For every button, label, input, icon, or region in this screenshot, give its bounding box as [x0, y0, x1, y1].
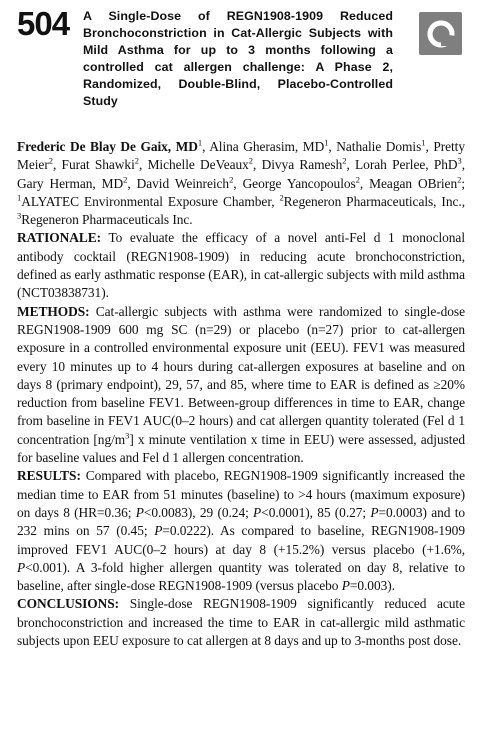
author: Pretty Meier — [17, 139, 465, 173]
results-text: <0.0001), 85 (0.27; — [261, 504, 371, 520]
p-value-symbol: P — [253, 504, 262, 520]
affiliation-sup: 1 — [421, 137, 426, 148]
rationale-text: To evaluate the efficacy of a novel anti-Fel d 1 monoclonal antibody cocktail (REGN1908-1909) in reducing acute bronchoconstriction, defined as early asthmatic response (EAR), in cat-allergic subjects with mild asthma (NCT03838731). — [17, 230, 465, 301]
affiliation-sup: 1 — [197, 137, 203, 148]
affiliation-sup: 1 — [324, 137, 329, 148]
affiliation-sup: 3 — [457, 155, 462, 166]
p-value-symbol: P — [154, 523, 163, 539]
affiliation-sup: 1 — [17, 192, 22, 203]
methods-label: METHODS: — [17, 303, 90, 319]
rationale-label: RATIONALE: — [17, 230, 102, 246]
affiliation: Regeneron Pharmaceuticals Inc. — [21, 212, 193, 228]
conclusions-label: CONCLUSIONS: — [17, 596, 120, 612]
results-section — [17, 467, 465, 595]
methods-text: ] x minute ventilation x time in EEU) were assessed, adjusted for baseline values and Fel d 1 allergen concentration. — [17, 431, 465, 466]
superscript: 3 — [125, 430, 130, 441]
badge — [419, 12, 462, 55]
affiliation-sup: 2 — [134, 155, 139, 166]
author: Nathalie Domis — [336, 139, 422, 154]
affiliation-sup: 2 — [123, 174, 128, 185]
p-value-symbol: P — [135, 504, 144, 520]
affiliation-sup: 2 — [229, 174, 234, 185]
p-value-symbol: P — [17, 559, 26, 575]
affiliation-sup: 3 — [17, 210, 22, 221]
affiliation: ALYATEC Environmental Exposure Chamber — [21, 193, 272, 209]
author: George Yancopoulos — [242, 175, 356, 191]
affiliation-sup: 2 — [279, 192, 284, 203]
author: Meagan OBrien — [369, 175, 458, 191]
conclusions-section — [17, 595, 465, 650]
abstract-number: 504 — [17, 5, 70, 42]
affiliation-sup: 2 — [248, 155, 253, 166]
methods-section — [17, 303, 465, 468]
p-value-symbol: P — [341, 578, 350, 594]
author: Michelle DeVeaux — [147, 157, 249, 173]
author: Divya Ramesh — [261, 157, 343, 173]
author: Lorah Perlee, PhD — [355, 157, 458, 173]
authors-block: Frederic De Blay De Gaix, $MD^1$, Alina Gherasim, $MD^1$, Nathalie Domis$^1$, Pretty Meier$^2$, Furat Shawki$^2$, Michelle DeVeaux$^2$, Divya Ramesh$^2$, Lorah Perlee, PhD$^3$, Gary Herman, $MD^2$, David Weinreich$^2$, George Yancopoulos$^2$, Meagan OBrien$^2$; $^1$ALYATEC Environmental Exposure Chamber, $^2$Regeneron Pharmaceuticals, Inc., $^3$Regeneron Pharmaceuticals Inc. — [17, 137, 466, 228]
results-text: Compared with placebo, REGN1908-1909 significantly increased the median time to EAR from 51 minutes (baseline) to >4 hours (maximum exposure) on days 8 (HR=0.36; — [17, 468, 465, 520]
results-text: =0.0222). As compared to baseline, REGN1908-1909 improved FEV1 AUC(0–2 hours) at day 8 (+15.2%) versus placebo (+1.6%, — [17, 523, 465, 557]
results-text: <0.0083), 29 (0.24; — [143, 504, 254, 520]
p-value-symbol: P — [370, 504, 379, 520]
affiliation-sup: 2 — [48, 155, 53, 166]
author: David Weinreich — [136, 175, 230, 191]
abstract-title: A Single-Dose of REGN1908-1909 Reduced Bronchoconstriction in Cat-Allergic Subjects with Mild Asthma for up to 3 months following a controlled cat allergen challenge: A Phase 2, Randomized, Double-Blind, Placebo-Controlled Study — [83, 9, 393, 108]
results-text: =0.0003) and to 232 mins on 57 (0.45; — [17, 504, 466, 539]
affiliation-sup: 2 — [457, 174, 462, 185]
abstract-body — [17, 138, 465, 650]
results-label: RESULTS: — [17, 468, 81, 484]
affiliation-sup: 2 — [342, 155, 347, 166]
results-text: =0.003). — [349, 578, 395, 594]
affiliation-sup: 2 — [355, 174, 360, 185]
conclusions-text: Single-dose REGN1908-1909 significantly reduced acute bronchoconstriction and increased the time to EAR in cat-allergic mild asthmatic subjects upon EEU exposure to cat allergen at 8 days and up to 3-months post dose. — [17, 596, 465, 649]
affiliation: Regeneron Pharmaceuticals, Inc. — [283, 193, 462, 209]
results-text: <0.001). A 3-fold higher allergen quantity was tolerated on day 8, relative to baseline, after single-dose REGN1908-1909 (versus placebo — [17, 559, 465, 594]
rationale-section — [17, 229, 465, 302]
author: Furat Shawki — [61, 157, 135, 173]
methods-text: Cat-allergic subjects with asthma were randomized to single-dose REGN1908-1909 600 mg SC (n=29) or placebo (n=27) prior to cat-allergen exposure in a controlled environmental exposure unit (EEU). FEV1 was measured every 10 minutes up to 4 hours during cat-allergen exposures at baseline and on days 8 (primary endpoint), 29, 57, and 85, where time to EAR is defined as ≥20% reduction from baseline FEV1. Between-group differences in time to EAR, change from baseline in FEV1 AUC(0–2 hours) and cat allergen quantity tolerated (Fel d 1 concentration [ng/m — [17, 303, 465, 447]
first-author: Frederic De Blay De Gaix, MD — [17, 139, 198, 154]
author: Gary Herman, MD — [17, 175, 124, 191]
author: Alina Gherasim, MD — [209, 139, 325, 154]
open-circle-logo-icon — [426, 19, 456, 49]
